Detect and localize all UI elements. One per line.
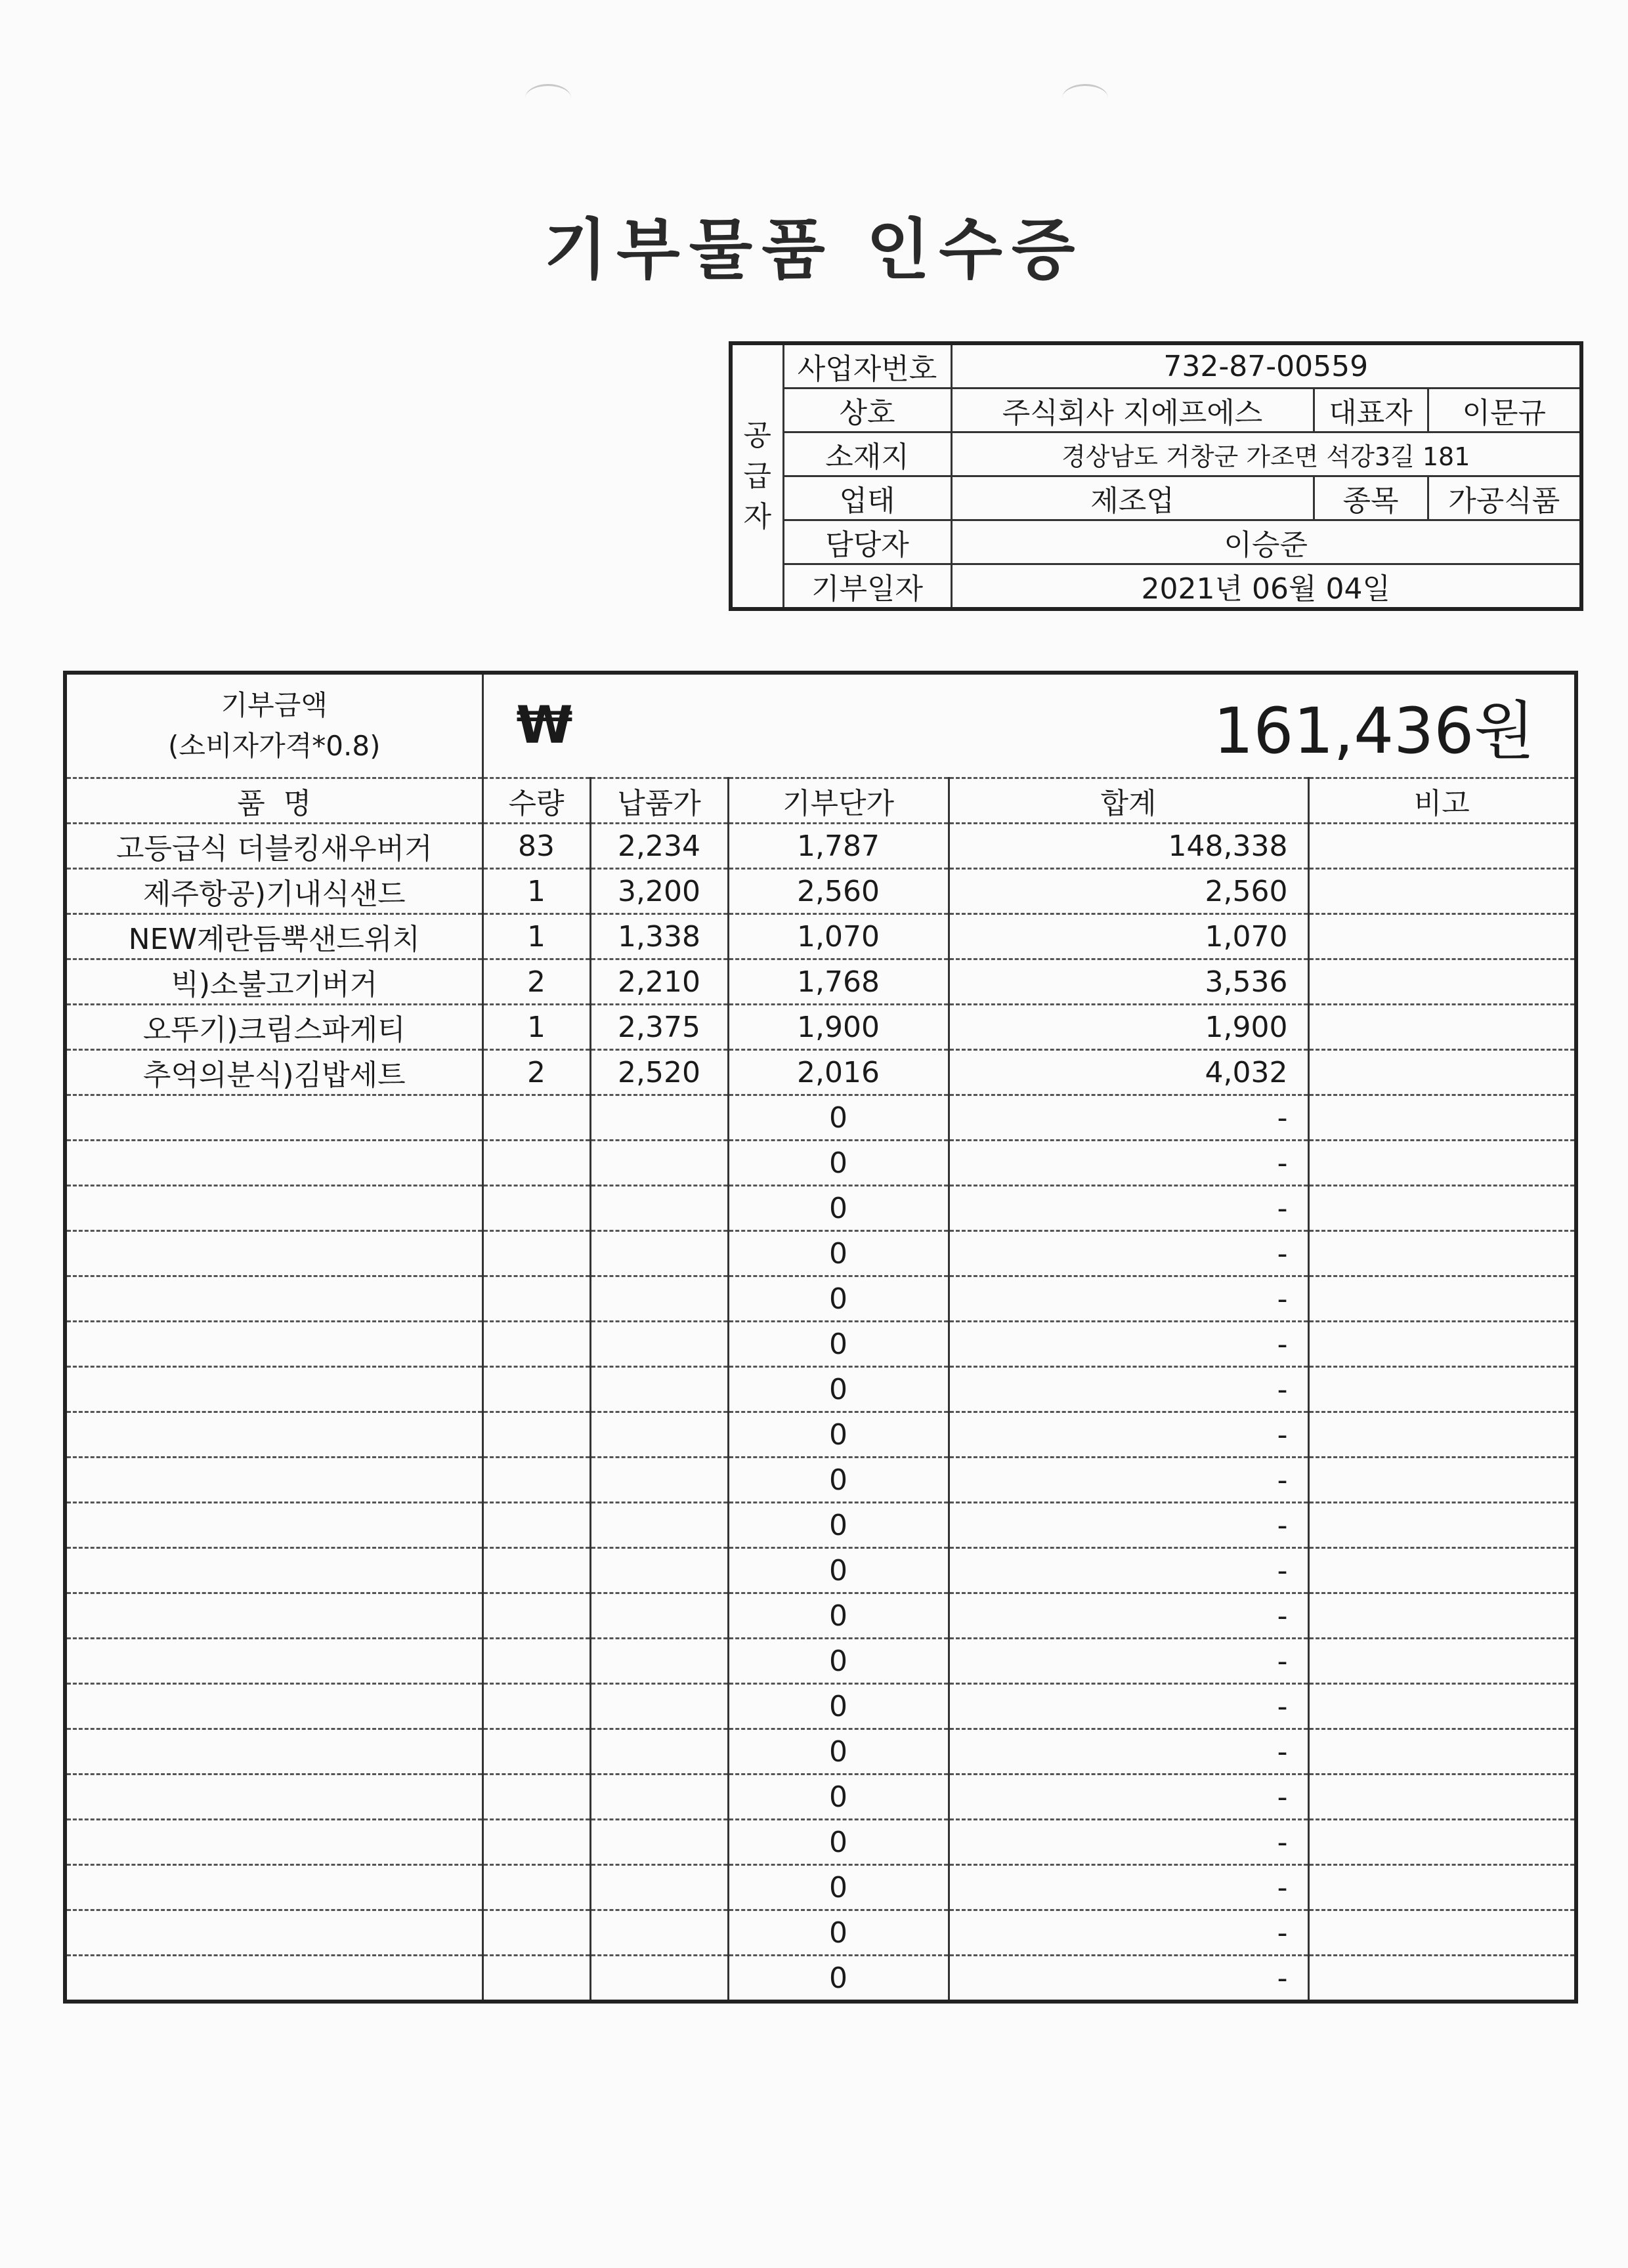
cell-remarks (1308, 1412, 1576, 1458)
cell-item-name: 빅)소불고기버거 (65, 959, 482, 1005)
cell-item-name: 오뚜기)크림스파게티 (65, 1005, 482, 1050)
donation-amount-cell (482, 673, 1576, 778)
company-value: 주식회사 지에프에스 (951, 388, 1314, 432)
cell-remarks (1308, 1639, 1576, 1684)
cell-supply-price (590, 1956, 728, 2002)
cell-donation-unit-price: 0 (728, 1820, 949, 1865)
table-row (65, 1367, 1576, 1412)
cell-donation-unit-price: 0 (728, 1684, 949, 1729)
cell-supply-price (590, 1820, 728, 1865)
manager-label: 담당자 (783, 520, 951, 564)
cell-remarks (1308, 869, 1576, 914)
table-row (65, 1639, 1576, 1684)
table-row (65, 1095, 1576, 1141)
cell-line-total: - (949, 1095, 1308, 1141)
cell-remarks (1308, 1231, 1576, 1276)
cell-quantity: 2 (482, 1050, 590, 1095)
supplier-section-label-text: 공급자 (743, 418, 771, 534)
cell-item-name (65, 1412, 482, 1458)
punch-hole-right (1062, 84, 1108, 112)
cell-quantity (482, 1458, 590, 1503)
cell-item-name (65, 1458, 482, 1503)
item-type-label: 종목 (1314, 476, 1428, 520)
cell-line-total: 4,032 (949, 1050, 1308, 1095)
cell-donation-unit-price: 1,070 (728, 914, 949, 959)
cell-donation-unit-price: 0 (728, 1458, 949, 1503)
table-row (65, 1684, 1576, 1729)
cell-donation-unit-price: 0 (728, 1186, 949, 1231)
cell-item-name (65, 1910, 482, 1956)
cell-supply-price (590, 1865, 728, 1910)
cell-remarks (1308, 1095, 1576, 1141)
cell-donation-unit-price: 2,016 (728, 1050, 949, 1095)
cell-quantity (482, 1322, 590, 1367)
cell-remarks (1308, 1503, 1576, 1548)
cell-quantity (482, 1729, 590, 1774)
cell-line-total: 148,338 (949, 824, 1308, 869)
table-row (65, 1503, 1576, 1548)
table-row (65, 1412, 1576, 1458)
item-type-value: 가공식품 (1428, 476, 1581, 520)
cell-remarks (1308, 914, 1576, 959)
cell-quantity (482, 1548, 590, 1593)
donation-total: 161,436원 (1213, 694, 1535, 768)
cell-line-total: 2,560 (949, 869, 1308, 914)
manager-value: 이승준 (951, 520, 1581, 564)
ceo-value: 이문규 (1428, 388, 1581, 432)
cell-remarks (1308, 1141, 1576, 1186)
date-value: 2021년 06월 04일 (951, 564, 1581, 610)
cell-line-total: - (949, 1729, 1308, 1774)
business-type-value: 제조업 (951, 476, 1314, 520)
cell-remarks (1308, 1186, 1576, 1231)
date-label: 기부일자 (783, 564, 951, 610)
supplier-section-label (731, 343, 783, 609)
table-header-row (65, 778, 1576, 824)
cell-donation-unit-price: 0 (728, 1865, 949, 1910)
cell-item-name (65, 1774, 482, 1820)
cell-item-name (65, 1141, 482, 1186)
cell-item-name: 제주항공)기내식샌드 (65, 869, 482, 914)
cell-donation-unit-price: 1,787 (728, 824, 949, 869)
cell-remarks (1308, 1820, 1576, 1865)
cell-donation-unit-price: 0 (728, 1367, 949, 1412)
cell-supply-price (590, 1322, 728, 1367)
table-row (65, 914, 1576, 959)
business-number-label: 사업자번호 (783, 343, 951, 388)
cell-donation-unit-price: 0 (728, 1593, 949, 1639)
cell-supply-price: 3,200 (590, 869, 728, 914)
table-row (65, 1729, 1576, 1774)
cell-item-name (65, 1639, 482, 1684)
cell-supply-price: 2,520 (590, 1050, 728, 1095)
cell-donation-unit-price: 0 (728, 1503, 949, 1548)
table-row (65, 1141, 1576, 1186)
table-row (65, 1910, 1576, 1956)
header-item-name: 품 명 (65, 778, 482, 824)
cell-line-total: - (949, 1548, 1308, 1593)
cell-donation-unit-price: 0 (728, 1548, 949, 1593)
cell-line-total: 3,536 (949, 959, 1308, 1005)
cell-remarks (1308, 1684, 1576, 1729)
table-row (65, 1458, 1576, 1503)
cell-supply-price (590, 1684, 728, 1729)
cell-quantity: 83 (482, 824, 590, 869)
table-row (65, 1322, 1576, 1367)
table-row (65, 1548, 1576, 1593)
cell-supply-price (590, 1593, 728, 1639)
cell-remarks (1308, 1050, 1576, 1095)
cell-donation-unit-price: 0 (728, 1956, 949, 2002)
cell-donation-unit-price: 0 (728, 1910, 949, 1956)
cell-donation-unit-price: 0 (728, 1276, 949, 1322)
cell-item-name (65, 1367, 482, 1412)
cell-supply-price (590, 1367, 728, 1412)
table-row (65, 1231, 1576, 1276)
address-value: 경상남도 거창군 가조면 석강3길 181 (951, 432, 1581, 476)
cell-line-total: - (949, 1684, 1308, 1729)
table-row (65, 1865, 1576, 1910)
cell-line-total: - (949, 1503, 1308, 1548)
cell-item-name: NEW계란듬뿍샌드위치 (65, 914, 482, 959)
cell-remarks (1308, 1005, 1576, 1050)
cell-line-total: - (949, 1639, 1308, 1684)
table-row (65, 1276, 1576, 1322)
cell-quantity (482, 1593, 590, 1639)
table-row (65, 1820, 1576, 1865)
table-row (65, 824, 1576, 869)
cell-quantity: 1 (482, 914, 590, 959)
cell-quantity (482, 1956, 590, 2002)
cell-donation-unit-price: 1,900 (728, 1005, 949, 1050)
cell-supply-price (590, 1910, 728, 1956)
cell-quantity (482, 1412, 590, 1458)
cell-line-total: - (949, 1322, 1308, 1367)
donation-amount-note: (소비자가격*0.8) (168, 730, 381, 762)
cell-supply-price (590, 1231, 728, 1276)
cell-item-name (65, 1548, 482, 1593)
cell-item-name (65, 1593, 482, 1639)
business-number-value: 732-87-00559 (951, 343, 1581, 388)
donation-amount-label-cell (65, 673, 482, 778)
cell-donation-unit-price: 0 (728, 1322, 949, 1367)
cell-item-name (65, 1865, 482, 1910)
cell-line-total: - (949, 1231, 1308, 1276)
cell-quantity (482, 1865, 590, 1910)
cell-item-name (65, 1820, 482, 1865)
cell-item-name (65, 1729, 482, 1774)
cell-supply-price (590, 1276, 728, 1322)
table-row (65, 959, 1576, 1005)
cell-supply-price (590, 1458, 728, 1503)
cell-remarks (1308, 1729, 1576, 1774)
cell-remarks (1308, 1774, 1576, 1820)
cell-remarks (1308, 1367, 1576, 1412)
cell-donation-unit-price: 0 (728, 1729, 949, 1774)
document-title: 기부물품 인수증 (544, 211, 1084, 288)
cell-quantity (482, 1367, 590, 1412)
cell-supply-price (590, 1503, 728, 1548)
table-row (65, 1593, 1576, 1639)
header-supply-price: 납품가 (590, 778, 728, 824)
currency-symbol: ₩ (516, 696, 573, 755)
cell-supply-price (590, 1412, 728, 1458)
cell-supply-price (590, 1639, 728, 1684)
cell-donation-unit-price: 1,768 (728, 959, 949, 1005)
cell-item-name (65, 1956, 482, 2002)
supplier-table (729, 341, 1583, 611)
cell-donation-unit-price: 0 (728, 1231, 949, 1276)
cell-quantity (482, 1910, 590, 1956)
cell-quantity (482, 1276, 590, 1322)
cell-line-total: 1,900 (949, 1005, 1308, 1050)
cell-remarks (1308, 1322, 1576, 1367)
cell-donation-unit-price: 2,560 (728, 869, 949, 914)
table-row (65, 1956, 1576, 2002)
cell-item-name (65, 1322, 482, 1367)
cell-quantity (482, 1820, 590, 1865)
cell-quantity (482, 1774, 590, 1820)
header-total: 합계 (949, 778, 1308, 824)
table-row (65, 1774, 1576, 1820)
cell-quantity (482, 1141, 590, 1186)
cell-line-total: - (949, 1141, 1308, 1186)
header-quantity: 수량 (482, 778, 590, 824)
cell-line-total: - (949, 1367, 1308, 1412)
cell-quantity (482, 1095, 590, 1141)
cell-line-total: - (949, 1956, 1308, 2002)
cell-supply-price (590, 1729, 728, 1774)
punch-hole-left (525, 84, 571, 112)
cell-line-total: - (949, 1865, 1308, 1910)
cell-remarks (1308, 1956, 1576, 2002)
header-donation-unit-price: 기부단가 (728, 778, 949, 824)
donation-amount-label: 기부금액 (221, 689, 328, 721)
cell-item-name (65, 1276, 482, 1322)
cell-supply-price (590, 1095, 728, 1141)
business-type-label: 업태 (783, 476, 951, 520)
cell-supply-price (590, 1548, 728, 1593)
cell-remarks (1308, 1910, 1576, 1956)
cell-quantity (482, 1639, 590, 1684)
cell-line-total: - (949, 1910, 1308, 1956)
cell-line-total: - (949, 1820, 1308, 1865)
cell-donation-unit-price: 0 (728, 1412, 949, 1458)
cell-donation-unit-price: 0 (728, 1095, 949, 1141)
cell-item-name: 고등급식 더블킹새우버거 (65, 824, 482, 869)
cell-remarks (1308, 1865, 1576, 1910)
company-label: 상호 (783, 388, 951, 432)
cell-remarks (1308, 959, 1576, 1005)
cell-remarks (1308, 1276, 1576, 1322)
cell-line-total: 1,070 (949, 914, 1308, 959)
cell-remarks (1308, 824, 1576, 869)
cell-line-total: - (949, 1458, 1308, 1503)
cell-supply-price: 2,234 (590, 824, 728, 869)
cell-line-total: - (949, 1774, 1308, 1820)
cell-donation-unit-price: 0 (728, 1141, 949, 1186)
cell-supply-price: 2,375 (590, 1005, 728, 1050)
cell-quantity (482, 1684, 590, 1729)
table-row (65, 1186, 1576, 1231)
cell-quantity (482, 1186, 590, 1231)
cell-quantity (482, 1231, 590, 1276)
cell-item-name (65, 1095, 482, 1141)
cell-item-name: 추억의분식)김밥세트 (65, 1050, 482, 1095)
table-row (65, 1005, 1576, 1050)
cell-quantity: 2 (482, 959, 590, 1005)
cell-donation-unit-price: 0 (728, 1639, 949, 1684)
ceo-label: 대표자 (1314, 388, 1428, 432)
cell-quantity: 1 (482, 1005, 590, 1050)
cell-quantity: 1 (482, 869, 590, 914)
cell-supply-price (590, 1774, 728, 1820)
cell-item-name (65, 1684, 482, 1729)
table-row (65, 869, 1576, 914)
cell-donation-unit-price: 0 (728, 1774, 949, 1820)
table-row (65, 1050, 1576, 1095)
items-table (63, 671, 1578, 2004)
cell-remarks (1308, 1593, 1576, 1639)
cell-supply-price (590, 1186, 728, 1231)
cell-supply-price (590, 1141, 728, 1186)
cell-item-name (65, 1503, 482, 1548)
cell-line-total: - (949, 1412, 1308, 1458)
cell-item-name (65, 1231, 482, 1276)
cell-quantity (482, 1503, 590, 1548)
cell-remarks (1308, 1548, 1576, 1593)
cell-item-name (65, 1186, 482, 1231)
header-remarks: 비고 (1308, 778, 1576, 824)
cell-line-total: - (949, 1593, 1308, 1639)
cell-supply-price: 2,210 (590, 959, 728, 1005)
cell-line-total: - (949, 1276, 1308, 1322)
address-label: 소재지 (783, 432, 951, 476)
cell-remarks (1308, 1458, 1576, 1503)
cell-supply-price: 1,338 (590, 914, 728, 959)
cell-line-total: - (949, 1186, 1308, 1231)
